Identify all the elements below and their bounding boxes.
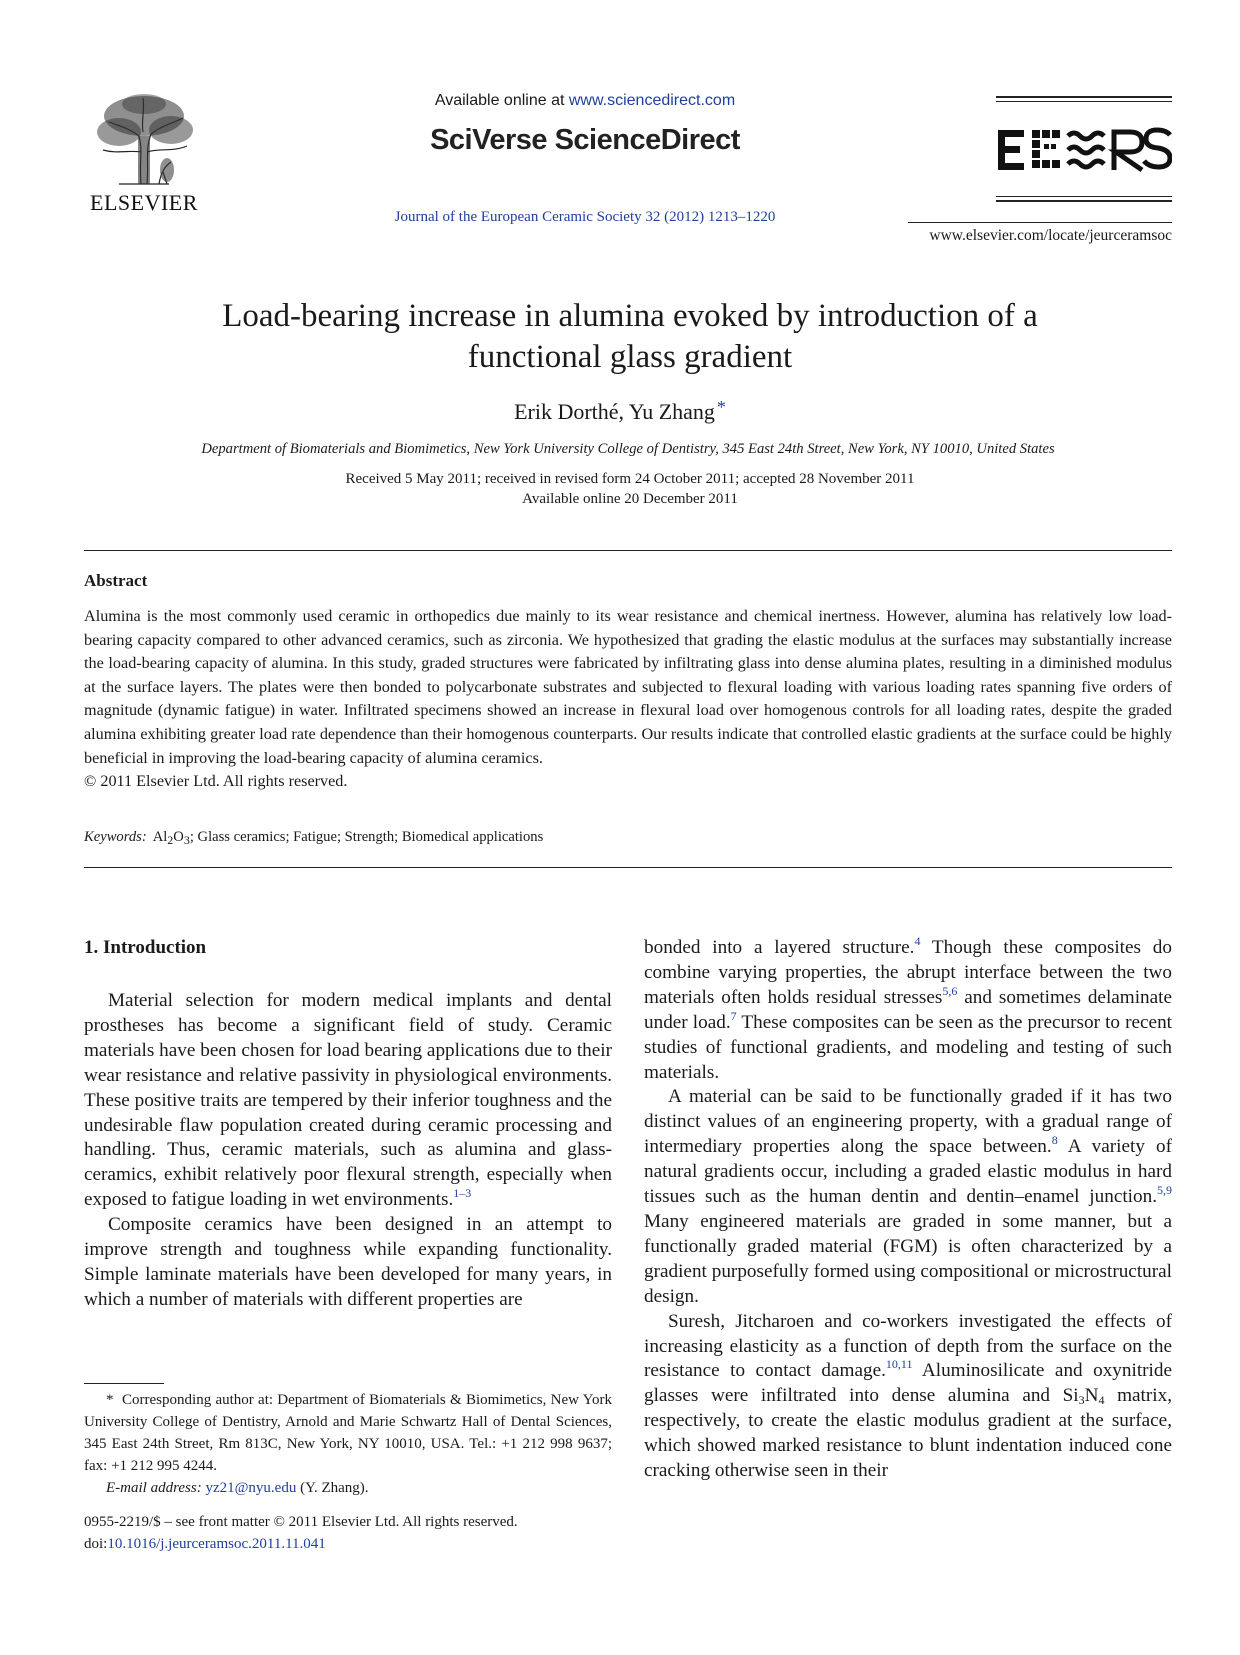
corresponding-author-mark[interactable]: * [716, 397, 726, 417]
citation-link[interactable]: 7 [730, 1008, 737, 1023]
section-heading-introduction: 1. Introduction [84, 937, 207, 958]
abstract-heading: Abstract [84, 571, 148, 590]
ecers-logo-block [996, 96, 1172, 206]
citation-link[interactable]: 10,11 [885, 1357, 913, 1372]
abstract-top-rule [84, 550, 1172, 551]
email-link[interactable]: yz21@nyu.edu [205, 1480, 297, 1496]
front-matter-notes [84, 1511, 684, 1555]
footnote-email: E-mail address: yz21@nyu.edu (Y. Zhang). [106, 1480, 369, 1496]
citation-link[interactable]: 4 [914, 934, 921, 948]
issn-line: 0955-2219/$ – see front matter © 2011 Elsevier Ltd. All rights reserved. [84, 1514, 518, 1530]
journal-reference-link[interactable]: Journal of the European Ceramic Society 32 (2012) 1213–1220 [394, 209, 776, 225]
keywords-list: ; Glass ceramics; Fatigue; Strength; Biomedical applications [189, 829, 544, 845]
citation-link[interactable]: 1–3 [453, 1186, 472, 1201]
footnote-rule [84, 1383, 164, 1384]
available-online-line [405, 92, 765, 110]
footnote-mark: * [106, 1392, 114, 1408]
keywords-line [84, 829, 1172, 846]
elsevier-tree-icon [89, 92, 199, 188]
right-column [644, 936, 1172, 1484]
abstract-bottom-rule [84, 867, 1172, 868]
sciencedirect-link[interactable]: www.sciencedirect.com [568, 92, 736, 109]
citation-link[interactable]: 8 [1051, 1133, 1058, 1148]
author-line [300, 397, 940, 425]
keywords-label: Keywords: [84, 829, 147, 845]
available-online-date: Available online 20 December 2011 [522, 491, 738, 507]
abstract-text: Alumina is the most commonly used ceramic in orthopedics due mainly to its wear resistance and chemical inertness. However, alumina has relatively low load-bearing capacity compared to other advanced ceramics, such as zirconia. We hypothesized that grading the elastic modulus at the surfaces may substantially increase the load-bearing capacity of alumina. In this study, graded structures were fabricated by infiltrating glass into dense alumina plates, resulting in a diminished modulus at the surface layers. The plates were then bonded to polycarbonate substrates and subjected to flexural loading with various loading rates spanning five orders of magnitude (dynamic fatigue) in water. Infiltrated specimens showed an increase in flexural load over homogenous controls for all loading rates, despite the graded alumina exhibiting greater load rate dependence than their homogenous counterparts. Our results indicate that controlled elastic gradients at the surface could be highly beneficial in improving the load-bearing capacity of alumina ceramics. [84, 607, 1172, 767]
intro-paragraph-4: Suresh, Jitcharoen and co-workers investigated the effects of increasing elasticity as a function of depth from the surface on the resistance to contact damage.$^{10,11}$ Aluminosilicate and oxynitride glasses were infiltrated into dense alumina and $Si_3N_4$ matrix, respectively, to create the elastic modulus gradient at the surface, which showed marked resistance to blunt indentation induced cone cracking otherwise seen in their [644, 1310, 1172, 1482]
intro-paragraph-3: A material can be said to be functionally graded if it has two distinct values of an engineering property, with a gradual range of intermediary properties along the space between.$^8$ A variety of natural gradients occur, including a graded elastic modulus in hard tissues such as the human dentin and dentin–enamel junction.$^{5,9}$ Many engineered materials are graded in some manner, but a functionally graded material (FGM) is often characterized by a gradient purposefully formed using compositional or microstructural design. [644, 1086, 1172, 1307]
corresponding-author-footnote [84, 1389, 612, 1499]
doi-link[interactable]: 10.1016/j.jeurceramsoc.2011.11.041 [107, 1536, 326, 1552]
ecers-logo-icon [996, 122, 1172, 178]
intro-paragraph-2: Composite ceramics have been designed in an attempt to improve strength and toughness while expanding functionality. Simple laminate materials have been developed for many years, in which a number of materials with different properties are [84, 1214, 612, 1310]
abstract-copyright: © 2011 Elsevier Ltd. All rights reserved. [84, 772, 348, 791]
elsevier-logo [84, 92, 204, 214]
received-dates: Received 5 May 2011; received in revised form 24 October 2011; accepted 28 November 2011 [345, 471, 915, 487]
keyword-alumina-formula: $Al_2O_3$ [152, 829, 190, 847]
elsevier-wordmark: ELSEVIER [90, 190, 198, 215]
affiliation: Department of Biomaterials and Biomimetics, New York University College of Dentistry, 345 East 24th Street, New York, NY 10010, United States [201, 441, 1055, 457]
intro-paragraph-1: Material selection for modern medical implants and dental prostheses has become a significant field of study. Ceramic materials have been chosen for load bearing applications due to their wear resistance and relative passivity in physiological environments. These positive traits are tempered by their inferior toughness and the undesirable flaw population created during ceramic processing and handling. Thus, ceramic materials, such as alumina and glass-ceramics, exhibit relatively poor flexural strength, especially when exposed to fatigue loading in wet environments.$^{1-3}$ [84, 990, 612, 1211]
article-dates [160, 469, 1100, 509]
intro-paragraph-2-continued: bonded into a layered structure.$^4$ Though these composites do combine varying properties, the abrupt interface between the two materials often holds residual stresses$^{5,6}$ and sometimes delaminate under load.$^7$ These composites can be seen as the precursor to recent studies of functional gradients, and modeling and testing of such materials. [644, 934, 1172, 1083]
author-names: Erik Dorthé, Yu Zhang [514, 399, 715, 424]
journal-homepage-url[interactable]: www.elsevier.com/locate/jeurceramsoc [929, 227, 1172, 244]
available-prefix: Available online at [434, 92, 569, 109]
sciverse-sciencedirect-logo: SciVerse ScienceDirect [430, 124, 740, 156]
citation-link[interactable]: 5,6 [942, 983, 958, 998]
citation-link[interactable]: 5,9 [1157, 1183, 1172, 1198]
doi-line: doi:10.1016/j.jeurceramsoc.2011.11.041 [84, 1536, 326, 1552]
left-column [84, 936, 612, 1313]
footnote-text: * Corresponding author at: Department of Biomaterials & Biomimetics, New York University College of Dentistry, Arnold and Marie Schwartz Hall of Dental Sciences, 345 East 24th Street, Rm 813C, New York, NY 10010, USA. Tel.: +1 212 998 9637; fax: +1 212 995 4244. [84, 1392, 612, 1474]
abstract-body [84, 605, 1172, 794]
email-label: E-mail address: [106, 1480, 202, 1496]
article-title: Load-bearing increase in alumina evoked by introduction of a functional glass gradient [222, 298, 1038, 375]
